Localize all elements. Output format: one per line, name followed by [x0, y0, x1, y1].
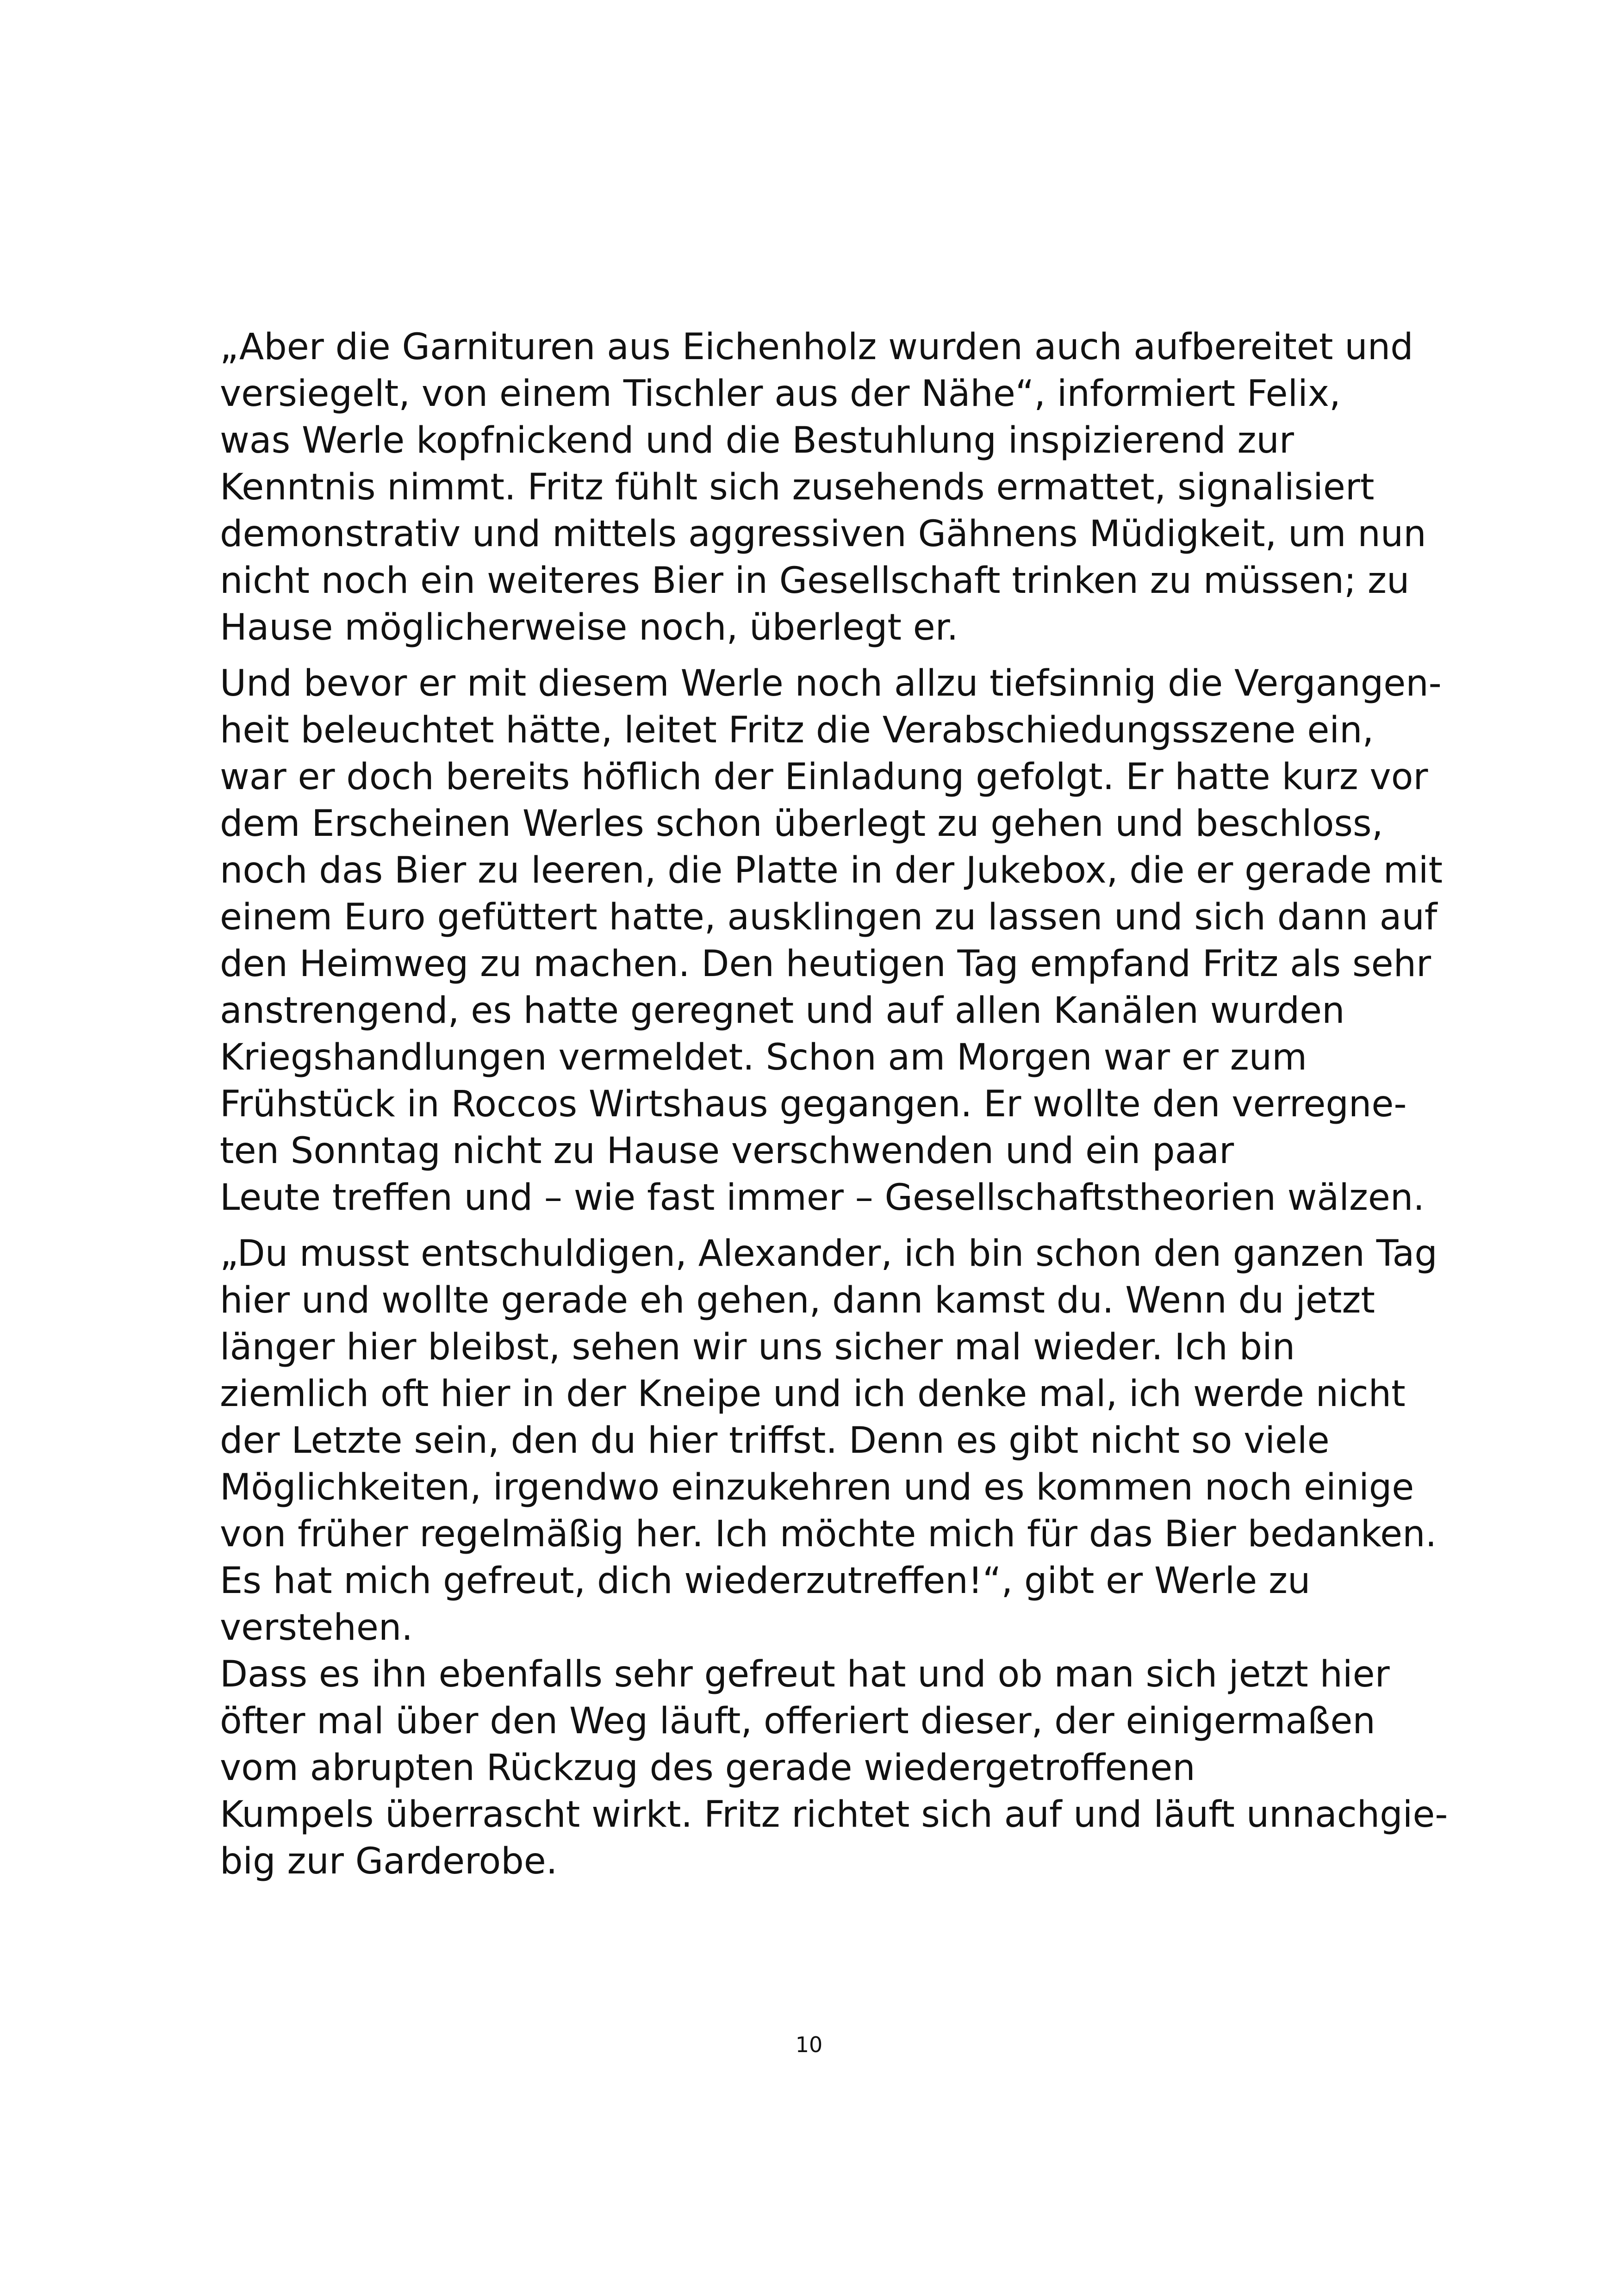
text-line: der Letzte sein, den du hier triffst. Denn es gibt nicht so viele: [220, 1420, 1330, 1462]
text-line: Leute treffen und – wie fast immer – Gesellschaftstheorien wälzen.: [220, 1177, 1425, 1219]
text-line: Und bevor er mit diesem Werle noch allzu tiefsinnig die Vergangen-: [220, 663, 1442, 704]
text-line: nicht noch ein weiteres Bier in Gesellschaft trinken zu müssen; zu: [220, 560, 1410, 602]
text-line: länger hier bleibst, sehen wir uns sicher mal wieder. Ich bin: [220, 1326, 1295, 1368]
text-line: Frühstück in Roccos Wirtshaus gegangen. Er wollte den verregne-: [220, 1083, 1407, 1125]
text-line: dem Erscheinen Werles schon überlegt zu gehen und beschloss,: [220, 803, 1383, 845]
text-line: von früher regelmäßig her. Ich möchte mich für das Bier bedanken.: [220, 1513, 1437, 1555]
text-line: hier und wollte gerade eh gehen, dann kamst du. Wenn du jetzt: [220, 1280, 1375, 1321]
text-line: öfter mal über den Weg läuft, offeriert dieser, der einigermaßen: [220, 1700, 1375, 1742]
text-line: ziemlich oft hier in der Kneipe und ich denke mal, ich werde nicht: [220, 1373, 1406, 1415]
text-line: anstrengend, es hatte geregnet und auf allen Kanälen wurden: [220, 990, 1345, 1032]
text-line: „Aber die Garnituren aus Eichenholz wurden auch aufbereitet und: [220, 326, 1413, 368]
paragraph-3: [220, 1231, 1438, 1651]
body-text: [220, 324, 1448, 1885]
text-line: einem Euro gefüttert hatte, ausklingen zu lassen und sich dann auf: [220, 896, 1438, 938]
text-line: heit beleuchtet hätte, leitet Fritz die Verabschiedungsszene ein,: [220, 709, 1374, 751]
text-line: big zur Garderobe.: [220, 1841, 558, 1882]
text-line: Kriegshandlungen vermeldet. Schon am Morgen war er zum: [220, 1037, 1307, 1078]
text-line: ten Sonntag nicht zu Hause verschwenden und ein paar: [220, 1130, 1234, 1172]
text-line: war er doch bereits höflich der Einladung gefolgt. Er hatte kurz vor: [220, 756, 1428, 798]
text-line: noch das Bier zu leeren, die Platte in der Jukebox, die er gerade mit: [220, 850, 1443, 891]
text-line: „Du musst entschuldigen, Alexander, ich bin schon den ganzen Tag: [220, 1233, 1438, 1275]
text-line: Dass es ihn ebenfalls sehr gefreut hat und ob man sich jetzt hier: [220, 1654, 1390, 1695]
text-line: Es hat mich gefreut, dich wiederzutreffen!“, gibt er Werle zu: [220, 1560, 1311, 1602]
text-line: verstehen.: [220, 1607, 413, 1649]
page-number: 10: [795, 2032, 823, 2057]
text-line: Möglichkeiten, irgendwo einzukehren und es kommen noch einige: [220, 1467, 1414, 1508]
text-line: Hause möglicherweise noch, überlegt er.: [220, 607, 958, 648]
text-line: Kenntnis nimmt. Fritz fühlt sich zusehends ermattet, signalisiert: [220, 467, 1375, 508]
text-line: versiegelt, von einem Tischler aus der Nähe“, informiert Felix,: [220, 373, 1341, 415]
paragraph-2: [220, 660, 1443, 1221]
text-line: Kumpels überrascht wirkt. Fritz richtet sich auf und läuft unnachgie-: [220, 1794, 1448, 1836]
text-line: vom abrupten Rückzug des gerade wiedergetroffenen: [220, 1747, 1195, 1789]
text-line: den Heimweg zu machen. Den heutigen Tag empfand Fritz als sehr: [220, 943, 1431, 985]
paragraph-1: [220, 324, 1426, 651]
text-line: demonstrativ und mittels aggressiven Gähnens Müdigkeit, um nun: [220, 513, 1426, 555]
text-line: was Werle kopfnickend und die Bestuhlung inspizierend zur: [220, 420, 1294, 461]
paragraph-4: [220, 1651, 1448, 1885]
